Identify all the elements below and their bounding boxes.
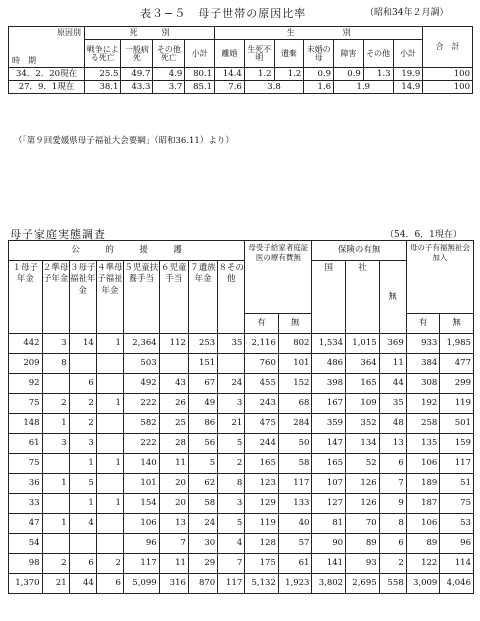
value-cell: 75 [9,394,43,414]
col-war-death: 戦争による死亡 [85,40,121,68]
value-cell: 0.9 [334,68,364,81]
value-cell: 5 [218,434,245,454]
col-unmarried: 未婚の母 [304,40,334,68]
table2-title: 母子家庭実態調査 [10,228,106,241]
col-national-ins: 国 [312,261,346,334]
cert-yes: 有 [245,314,279,334]
value-cell: 140 [123,454,159,474]
value-cell [42,454,69,474]
table-row [9,474,474,494]
table2-date: （54．6．1現在） [385,230,462,240]
value-cell: 20 [159,494,188,514]
cert-no: 無 [278,314,312,334]
value-cell: 128 [245,534,279,554]
value-cell: 192 [406,394,440,414]
value-cell: 3,802 [312,574,346,594]
value-cell: 189 [406,474,440,494]
value-cell: 89 [406,534,440,554]
survey-rows [9,334,474,594]
value-cell: 48 [379,414,406,434]
value-cell: 558 [379,574,406,594]
value-cell: 492 [123,374,159,394]
value-cell: 90 [312,534,346,554]
value-cell: 126 [346,474,380,494]
value-cell: 6 [379,454,406,474]
value-cell [96,514,123,534]
table-row [9,434,474,454]
group-public: 公 的 援 護 [9,241,245,261]
value-cell: 11 [159,554,188,574]
value-cell: 49 [188,394,217,414]
value-cell: 44 [69,574,96,594]
col-child-support: ５児童扶養手当 [123,261,159,334]
value-cell [69,534,96,554]
value-cell: 24 [188,514,217,534]
value-cell [42,534,69,554]
family-survey-table [8,240,474,594]
value-cell: 1,985 [440,334,474,354]
table1-date: （昭和34年２月調） [365,8,449,18]
value-cell: 175 [245,554,279,574]
value-cell: 475 [245,414,279,434]
col-no-ins: 無 [379,261,406,334]
value-cell: 4,046 [440,574,474,594]
value-cell: 477 [440,354,474,374]
value-cell [218,354,245,374]
value-cell: 58 [278,454,312,474]
value-cell: 6 [96,574,123,594]
value-cell: 4 [69,514,96,534]
value-cell: 187 [406,494,440,514]
value-cell: 222 [123,434,159,454]
value-cell: 129 [245,494,279,514]
value-cell: 85.1 [185,81,215,94]
value-cell: 253 [188,334,217,354]
value-cell: 1.6 [304,81,334,94]
value-cell: 167 [312,394,346,414]
value-cell: 96 [123,534,159,554]
value-cell: 1,370 [9,574,43,594]
group-fund: 母の子有福無祉会加入 [406,241,473,314]
value-cell: 51 [440,474,474,494]
value-cell: 119 [440,394,474,414]
value-cell: 7 [159,534,188,554]
value-cell: 75 [440,494,474,514]
value-cell: 1,534 [312,334,346,354]
value-cell: 127 [312,494,346,514]
value-cell: 123 [245,474,279,494]
value-cell: 2 [96,554,123,574]
value-cell: 107 [312,474,346,494]
value-cell: 25.5 [85,68,121,81]
value-cell: 316 [159,574,188,594]
value-cell: 2 [42,394,69,414]
value-cell: 3 [218,394,245,414]
table-row [9,554,474,574]
value-cell: 30 [188,534,217,554]
value-cell: 442 [9,334,43,354]
value-cell: 122 [406,554,440,574]
value-cell: 119 [245,514,279,534]
value-cell [159,354,188,374]
value-cell: 159 [440,434,474,454]
value-cell: 1.2 [274,68,304,81]
value-cell: 33 [9,494,43,514]
value-cell: 89 [346,534,380,554]
value-cell: 62 [188,474,217,494]
value-cell: 8 [218,474,245,494]
value-cell: 52 [346,454,380,474]
value-cell: 760 [245,354,279,374]
value-cell: 7.6 [215,81,245,94]
col-other-death: その他死亡 [153,40,185,68]
table-row [9,414,474,434]
value-cell: 3 [42,434,69,454]
value-cell: 1.2 [244,68,274,81]
value-cell: 0.9 [304,68,334,81]
value-cell: 29 [188,554,217,574]
value-cell: 53 [440,514,474,534]
value-cell: 5 [188,454,217,474]
value-cell: 70 [346,514,380,534]
value-cell: 44 [379,374,406,394]
value-cell: 11 [159,454,188,474]
value-cell: 14.9 [393,81,423,94]
value-cell: 38.1 [85,81,121,94]
group-life: 生 別 [215,27,423,40]
value-cell: 35 [379,394,406,414]
col-illness: 一般病死 [121,40,153,68]
value-cell: 106 [406,514,440,534]
value-cell: 258 [406,414,440,434]
corner-cell [9,27,85,68]
value-cell [42,374,69,394]
fund-yes: 有 [406,314,440,334]
value-cell [96,414,123,434]
col-other-life: その他 [363,40,393,68]
value-cell: 2 [69,414,96,434]
value-cell [96,534,123,554]
value-cell: 100 [423,81,473,94]
value-cell: 86 [188,414,217,434]
value-cell: 244 [245,434,279,454]
value-cell [96,434,123,454]
value-cell: 5,132 [245,574,279,594]
value-cell: 67 [188,374,217,394]
value-cell: 3.7 [153,81,185,94]
value-cell: 81 [312,514,346,534]
value-cell: 49.7 [121,68,153,81]
table-row [9,68,473,81]
value-cell: 1 [96,454,123,474]
value-cell: 117 [440,454,474,474]
value-cell: 43.3 [121,81,153,94]
value-cell: 68 [278,394,312,414]
corner-top-label: 原因別 [57,28,82,37]
value-cell: 165 [346,374,380,394]
value-cell: 6 [379,534,406,554]
value-cell: 165 [312,454,346,474]
value-cell: 28 [159,434,188,454]
value-cell [96,374,123,394]
table-row [9,81,473,94]
value-cell: 364 [346,354,380,374]
col-welfare-pension: ３母子福祉年金 [69,261,96,334]
value-cell: 165 [245,454,279,474]
value-cell: 308 [406,374,440,394]
value-cell: 3 [218,494,245,514]
value-cell: 14.4 [215,68,245,81]
value-cell: 117 [218,574,245,594]
value-cell: 1 [96,394,123,414]
col-quasi-welfare-pension: ４準母子福祉年金 [96,261,123,334]
value-cell: 152 [278,374,312,394]
value-cell: 40 [278,514,312,534]
value-cell: 933 [406,334,440,354]
col-child-allowance: ６児童手当 [159,261,188,334]
table-row [9,574,474,594]
value-cell: 20 [159,474,188,494]
value-cell: 2,695 [346,574,380,594]
col-social-ins: 社 [346,261,380,334]
value-cell: 24 [218,374,245,394]
col-quasi-pension: ２準母子年金 [42,261,69,334]
table-row [9,374,474,394]
value-cell: 4 [218,534,245,554]
value-cell: 299 [440,374,474,394]
value-cell: 455 [245,374,279,394]
value-cell: 501 [440,414,474,434]
value-cell: 5 [69,474,96,494]
table-row [9,494,474,514]
corner-bottom-label: 時 期 [12,56,36,65]
value-cell: 114 [440,554,474,574]
value-cell: 2,116 [245,334,279,354]
value-cell: 7 [379,474,406,494]
col-survivor-pension: ７遺族年金 [188,261,217,334]
value-cell: 151 [188,354,217,374]
value-cell: 54 [9,534,43,554]
value-cell: 1,015 [346,334,380,354]
value-cell: 6 [69,374,96,394]
value-cell: 56 [188,434,217,454]
value-cell [69,354,96,374]
value-cell: 2 [42,554,69,574]
value-cell: 3 [69,434,96,454]
table-row [9,334,474,354]
col-disability: 障害 [334,40,364,68]
value-cell: 1 [69,454,96,474]
value-cell: 11 [379,354,406,374]
table-row [9,534,474,554]
value-cell: 9 [379,494,406,514]
value-cell: 1,923 [278,574,312,594]
value-cell: 7 [218,554,245,574]
value-cell: 93 [346,554,380,574]
value-cell: 1 [42,514,69,534]
value-cell: 209 [9,354,43,374]
group-death: 死 別 [85,27,215,40]
value-cell: 5,099 [123,574,159,594]
value-cell: 100 [423,68,473,81]
value-cell: 359 [312,414,346,434]
value-cell: 369 [379,334,406,354]
value-cell: 117 [123,554,159,574]
fund-no: 無 [440,314,474,334]
col-other: ８その他 [218,261,245,334]
value-cell: 109 [346,394,380,414]
value-cell: 101 [123,474,159,494]
value-cell: 92 [9,374,43,394]
value-cell: 3.8 [244,81,304,94]
value-cell: 147 [312,434,346,454]
value-cell: 5 [218,514,245,534]
value-cell: 141 [312,554,346,574]
period-cell: 27．9．1現在 [9,81,85,94]
table-row [9,394,474,414]
value-cell: 2 [69,394,96,414]
value-cell: 106 [406,454,440,474]
value-cell: 61 [9,434,43,454]
value-cell: 21 [42,574,69,594]
value-cell: 135 [406,434,440,454]
col-missing: 生死不明 [244,40,274,68]
value-cell: 384 [406,354,440,374]
col-divorce: 離婚 [215,40,245,68]
value-cell: 96 [440,534,474,554]
value-cell: 870 [188,574,217,594]
value-cell: 1 [42,474,69,494]
value-cell: 486 [312,354,346,374]
col-life-subtotal: 小計 [393,40,423,68]
table-row [9,514,474,534]
table1-title: 表３−５ 母子世帯の原因比率 [140,7,307,20]
value-cell: 98 [9,554,43,574]
col-mother-pension: １母子年金 [9,261,43,334]
value-cell: 2 [218,454,245,474]
value-cell: 13 [379,434,406,454]
value-cell: 35 [218,334,245,354]
table-row [9,454,474,474]
cause-ratio-table [8,26,473,94]
value-cell: 47 [9,514,43,534]
value-cell: 352 [346,414,380,434]
value-cell: 14 [69,334,96,354]
value-cell: 4.9 [153,68,185,81]
value-cell: 25 [159,414,188,434]
value-cell: 126 [346,494,380,514]
value-cell: 117 [278,474,312,494]
period-cell: 34．2．20現在 [9,68,85,81]
value-cell: 802 [278,334,312,354]
value-cell: 1.3 [363,68,393,81]
value-cell: 1 [69,494,96,514]
value-cell: 112 [159,334,188,354]
value-cell: 58 [188,494,217,514]
group-ins: 保険の有無 [312,241,406,261]
value-cell: 1 [96,494,123,514]
value-cell: 50 [278,434,312,454]
value-cell: 1 [42,414,69,434]
value-cell: 8 [379,514,406,534]
value-cell: 19.9 [393,68,423,81]
value-cell: 6 [69,554,96,574]
source-note: （「第９回愛媛県母子福祉大会要綱」（昭和36.11）より） [14,136,234,146]
value-cell: 57 [278,534,312,554]
value-cell: 222 [123,394,159,414]
value-cell [96,354,123,374]
value-cell: 80.1 [185,68,215,81]
value-cell: 13 [159,514,188,534]
col-death-subtotal: 小計 [185,40,215,68]
value-cell: 26 [159,394,188,414]
value-cell [96,474,123,494]
value-cell: 3 [42,334,69,354]
value-cell: 154 [123,494,159,514]
value-cell: 101 [278,354,312,374]
value-cell: 503 [123,354,159,374]
table-row [9,354,474,374]
value-cell: 75 [9,454,43,474]
value-cell: 2,364 [123,334,159,354]
value-cell: 1.9 [334,81,394,94]
value-cell: 36 [9,474,43,494]
value-cell: 3,009 [406,574,440,594]
value-cell: 134 [346,434,380,454]
value-cell: 243 [245,394,279,414]
value-cell: 398 [312,374,346,394]
value-cell: 284 [278,414,312,434]
value-cell: 582 [123,414,159,434]
value-cell: 2 [379,554,406,574]
value-cell: 43 [159,374,188,394]
value-cell: 61 [278,554,312,574]
value-cell: 148 [9,414,43,434]
total-header: 合 計 [423,27,473,68]
value-cell: 21 [218,414,245,434]
value-cell: 106 [123,514,159,534]
value-cell: 133 [278,494,312,514]
value-cell [42,494,69,514]
group-cert: 母受子給家者庭証医の療有費無 [245,241,312,314]
value-cell: 8 [42,354,69,374]
col-abandon: 遺棄 [274,40,304,68]
value-cell: 1 [96,334,123,354]
